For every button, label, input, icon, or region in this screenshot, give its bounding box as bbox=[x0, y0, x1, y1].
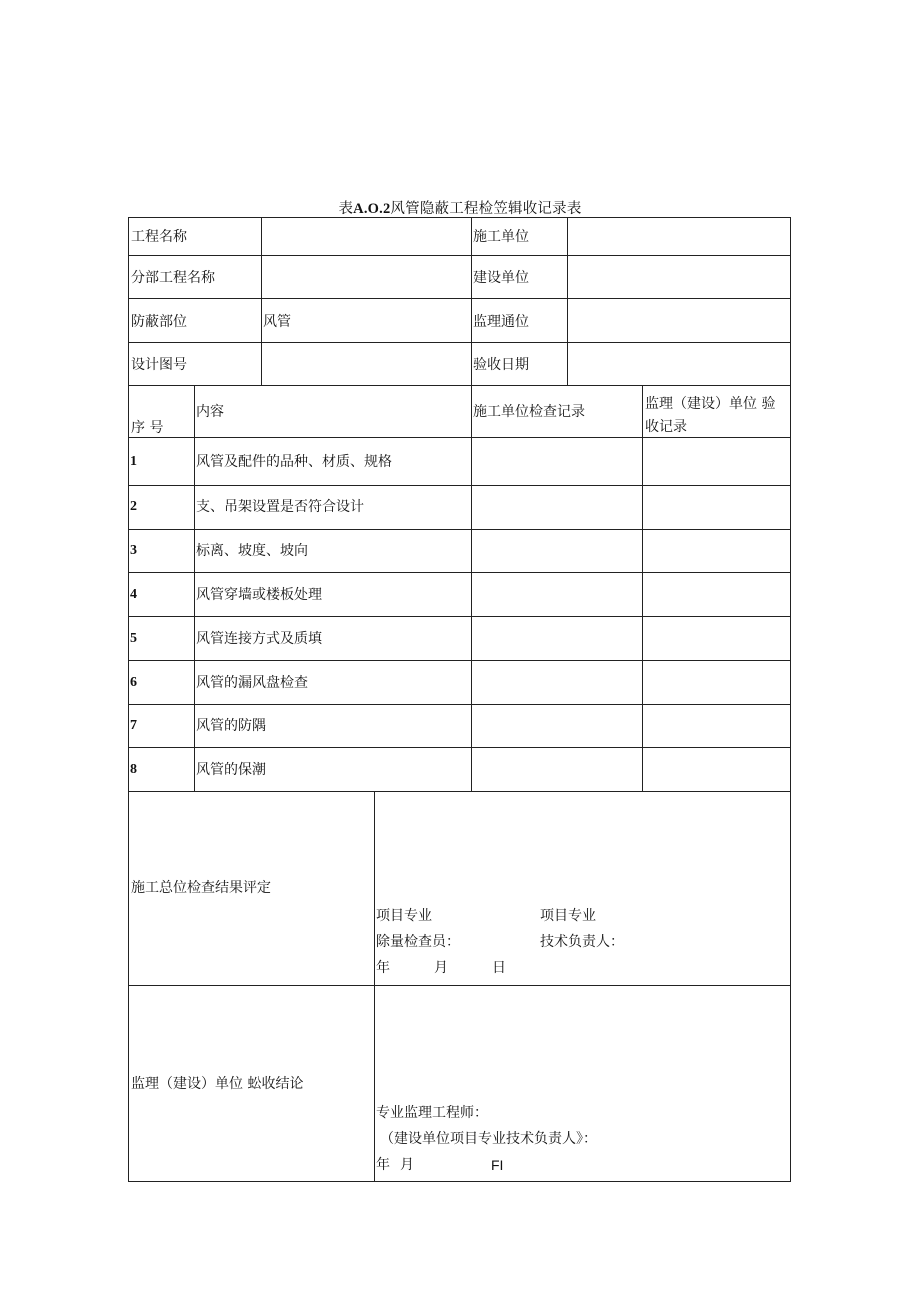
sub-project-label: 分部工程名称 bbox=[131, 270, 215, 286]
row-item: 风管的防隅 bbox=[196, 718, 266, 734]
row-number: 2 bbox=[130, 499, 137, 514]
row-item: 标离、坡度、坡向 bbox=[196, 543, 308, 559]
col-seq-header: 序 号 bbox=[131, 420, 164, 436]
tech-lead-title-line1: 项目专业 bbox=[540, 908, 596, 924]
row-number: 1 bbox=[130, 454, 137, 469]
date-year: 年 bbox=[376, 960, 390, 976]
inspector-title-line2: 除量检查员： bbox=[376, 934, 460, 950]
date-day: 日 bbox=[492, 960, 506, 976]
row-number: 5 bbox=[130, 631, 137, 646]
supervision-unit-label: 监理通位 bbox=[473, 314, 529, 330]
owner-representative-label: （建设单位项目专业技术负责人》： bbox=[380, 1131, 597, 1147]
row-item: 风管穿墙或楼板处理 bbox=[196, 587, 322, 603]
form-title: 表A.O.2风管隐蔽工程检笠辑收记录表 bbox=[338, 201, 582, 217]
tech-lead-title-line2: 技术负责人： bbox=[540, 934, 624, 950]
project-name-label: 工程名称 bbox=[131, 229, 187, 245]
row-number: 4 bbox=[130, 587, 137, 602]
hidden-part-value: 风管 bbox=[263, 314, 291, 330]
acceptance-date-label: 验收日期 bbox=[473, 357, 529, 373]
col-content-header: 内容 bbox=[196, 404, 224, 420]
col-supervision-record-header-2: 收记录 bbox=[645, 419, 687, 435]
date-month: 月 bbox=[434, 960, 448, 976]
row-number: 3 bbox=[130, 543, 137, 558]
inspector-title-line1: 项目专业 bbox=[376, 908, 432, 924]
row-item: 风管连接方式及质填 bbox=[196, 631, 322, 647]
row-number: 7 bbox=[130, 718, 137, 733]
date-year: 年 bbox=[376, 1157, 390, 1173]
hidden-part-label: 防蔽部位 bbox=[131, 314, 187, 330]
row-item: 风管及配件的品种、材质、规格 bbox=[196, 454, 392, 470]
row-number: 8 bbox=[130, 762, 137, 777]
col-construction-record-header: 施工单位检查记录 bbox=[473, 404, 585, 420]
date-month: 月 bbox=[400, 1157, 414, 1173]
drawing-no-label: 设计图号 bbox=[131, 357, 187, 373]
supervising-engineer-label: 专业监理工程师： bbox=[376, 1105, 488, 1121]
col-supervision-record-header-1: 监理（建设）单位 验 bbox=[645, 396, 776, 412]
construction-result-label: 施工总位检查结果评定 bbox=[131, 880, 271, 896]
row-item: 风管的漏风盘检查 bbox=[196, 675, 308, 691]
row-number: 6 bbox=[130, 675, 137, 690]
row-item: 风管的保潮 bbox=[196, 762, 266, 778]
supervision-result-label: 监理（建设）单位 蚣收结论 bbox=[131, 1076, 304, 1092]
row-item: 支、吊架设置是否符合设计 bbox=[196, 499, 364, 515]
construction-unit-label: 施工单位 bbox=[473, 229, 529, 245]
builder-unit-label: 建设单位 bbox=[473, 270, 529, 286]
date-day: FI bbox=[491, 1157, 504, 1173]
